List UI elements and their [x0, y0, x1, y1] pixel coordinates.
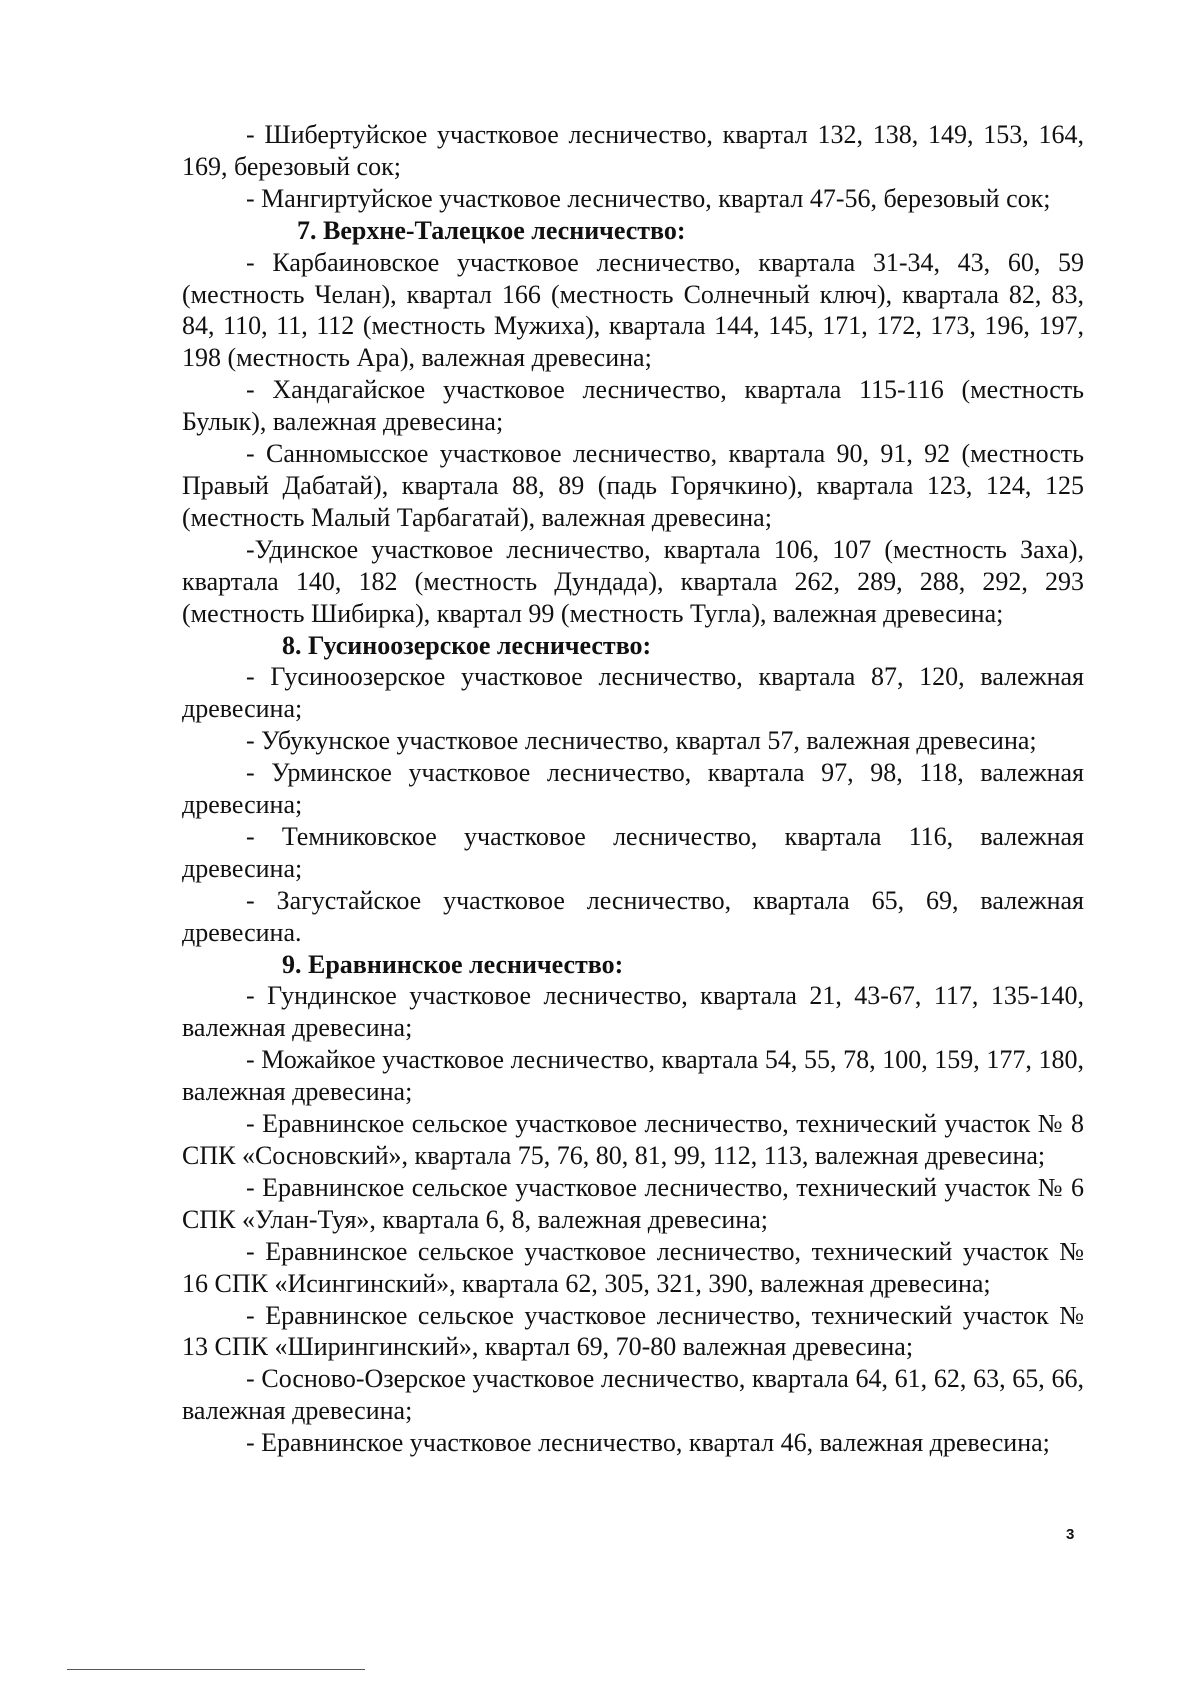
- list-item: - Еравнинское сельское участковое лесничество, технический участок № 13 СПК «Ширингинский», квартал 69, 70-80 валежная древесина;: [182, 1300, 1084, 1362]
- list-item: - Еравнинское участковое лесничество, квартал 46, валежная древесина;: [246, 1428, 1050, 1458]
- list-item: - Еравнинское сельское участковое лесничество, технический участок № 6 СПК «Улан-Туя», квартала 6, 8, валежная древесина;: [182, 1172, 1084, 1234]
- section-heading: 7. Верхне-Талецкое лесничество:: [297, 215, 686, 245]
- list-item: - Можайкое участковое лесничество, квартала 54, 55, 78, 100, 159, 177, 180, валежная древесина;: [182, 1045, 1084, 1107]
- list-item: -Удинское участковое лесничество, квартала 106, 107 (местность Заха), квартала 140, 182 (местность Дундада), квартала 262, 289, 288, 292, 293 (местность Шибирка), квартал 99 (местность Тугла), валежная древесина;: [182, 534, 1084, 628]
- list-item: - Гундинское участковое лесничество, квартала 21, 43-67, 117, 135-140, валежная древесина;: [182, 981, 1084, 1043]
- list-item: - Гусиноозерское участковое лесничество, квартала 87, 120, валежная древесина;: [182, 662, 1084, 724]
- list-item: - Урминское участковое лесничество, квартала 97, 98, 118, валежная древесина;: [182, 758, 1084, 820]
- list-item: - Еравнинское сельское участковое лесничество, технический участок № 16 СПК «Исингинский», квартала 62, 305, 321, 390, валежная древесина;: [182, 1236, 1084, 1298]
- list-item: - Мангиртуйское участковое лесничество, квартал 47-56, березовый сок;: [246, 183, 1051, 213]
- list-item: - Карбаиновское участковое лесничество, квартала 31-34, 43, 60, 59 (местность Челан), квартал 166 (местность Солнечный ключ), квартала 82, 83, 84, 110, 11, 112 (местность Мужиха), квартала 144, 145, 171, 172, 173, 196, 197, 198 (местность Ара), валежная древесина;: [182, 247, 1084, 373]
- list-item: - Санномысское участковое лесничество, квартала 90, 91, 92 (местность Правый Дабатай), квартала 88, 89 (падь Горячкино), квартала 123, 124, 125 (местность Малый Тарбагатай), валежная древесина;: [182, 439, 1084, 532]
- page-number: 3: [1066, 1526, 1075, 1543]
- list-item: - Сосново-Озерское участковое лесничество, квартала 64, 61, 62, 63, 65, 66, валежная древесина;: [182, 1364, 1084, 1426]
- document-body: [182, 119, 1084, 1459]
- list-item: - Еравнинское сельское участковое лесничество, технический участок № 8 СПК «Сосновский», квартала 75, 76, 80, 81, 99, 112, 113, валежная древесина;: [182, 1109, 1084, 1170]
- section-heading: 8. Гусиноозерское лесничество:: [282, 630, 652, 660]
- footer-rule: [67, 1669, 365, 1670]
- section-heading: 9. Еравнинское лесничество:: [282, 949, 624, 979]
- list-item: - Темниковское участковое лесничество, квартала 116, валежная древесина;: [182, 821, 1084, 883]
- list-item: - Шибертуйское участковое лесничество, квартал 132, 138, 149, 153, 164, 169, березовый сок;: [182, 120, 1084, 181]
- list-item: - Убукунское участковое лесничество, квартал 57, валежная древесина;: [246, 726, 1037, 756]
- list-item: - Загустайское участковое лесничество, квартала 65, 69, валежная древесина.: [182, 885, 1084, 947]
- list-item: - Хандагайское участковое лесничество, квартала 115-116 (местность Булык), валежная древесина;: [182, 375, 1084, 437]
